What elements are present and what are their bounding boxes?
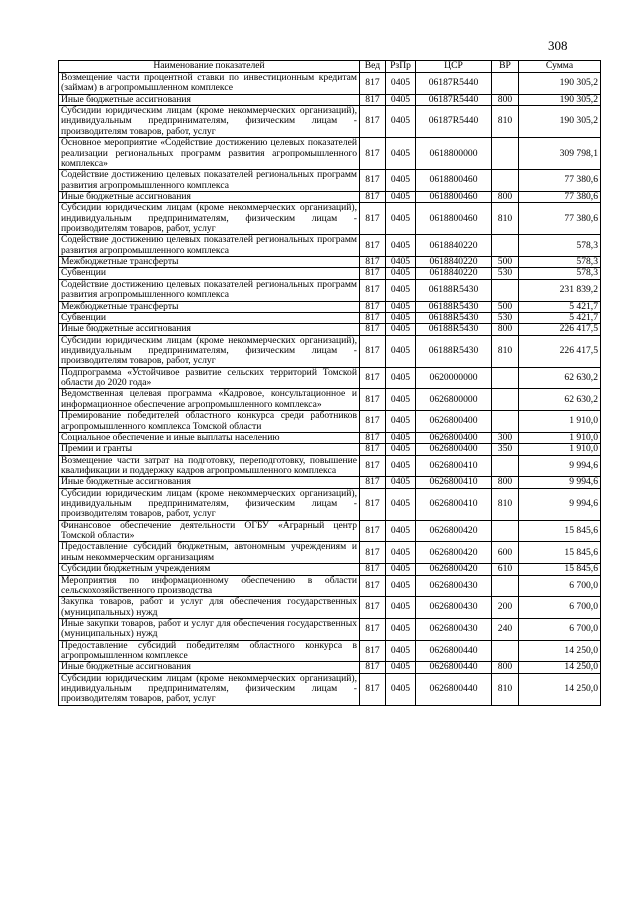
cell-csr: 0626800410 <box>416 455 492 477</box>
cell-csr: 06187R5440 <box>416 94 492 105</box>
cell-csr: 0626800410 <box>416 488 492 520</box>
cell-vr <box>492 138 519 170</box>
cell-name: Субсидии юридическим лицам (кроме некоммерческих организаций), индивидуальным предпринимателям, физическим лицам - производителям товаров, работ, услуг <box>59 335 360 367</box>
cell-ved: 817 <box>360 455 386 477</box>
cell-vr: 800 <box>492 191 519 202</box>
header-csr: ЦСР <box>416 61 492 73</box>
cell-rzpr: 0405 <box>386 301 416 312</box>
cell-ved: 817 <box>360 301 386 312</box>
cell-vr: 500 <box>492 257 519 268</box>
cell-name: Иные бюджетные ассигнования <box>59 324 360 335</box>
cell-ved: 817 <box>360 335 386 367</box>
cell-csr: 06188R5430 <box>416 279 492 301</box>
table-row <box>59 73 601 95</box>
cell-name: Иные бюджетные ассигнования <box>59 662 360 673</box>
cell-vr: 800 <box>492 477 519 488</box>
table-row <box>59 106 601 138</box>
cell-rzpr: 0405 <box>386 170 416 192</box>
cell-ved: 817 <box>360 203 386 235</box>
cell-vr: 800 <box>492 94 519 105</box>
cell-sum: 190 305,2 <box>519 94 601 105</box>
cell-name: Субсидии юридическим лицам (кроме некоммерческих организаций), индивидуальным предпринимателям, физическим лицам - производителям товаров, работ, услуг <box>59 673 360 705</box>
cell-ved: 817 <box>360 170 386 192</box>
header-rzpr: РзПр <box>386 61 416 73</box>
cell-csr: 0626800440 <box>416 640 492 662</box>
cell-rzpr: 0405 <box>386 477 416 488</box>
cell-sum: 14 250,0 <box>519 640 601 662</box>
cell-sum: 15 845,6 <box>519 564 601 575</box>
cell-csr: 0618840220 <box>416 268 492 279</box>
cell-name: Субсидии бюджетным учреждениям <box>59 564 360 575</box>
cell-sum: 578,3 <box>519 268 601 279</box>
cell-ved: 817 <box>360 444 386 455</box>
cell-vr <box>492 279 519 301</box>
cell-name: Субвенции <box>59 312 360 323</box>
cell-sum: 9 994,6 <box>519 488 601 520</box>
table-row <box>59 520 601 542</box>
cell-rzpr: 0405 <box>386 432 416 443</box>
cell-sum: 1 910,0 <box>519 444 601 455</box>
cell-name: Предоставление субсидий бюджетным, автономным учреждениям и иным некоммерческим организациям <box>59 542 360 564</box>
cell-rzpr: 0405 <box>386 597 416 619</box>
cell-name: Финансовое обеспечение деятельности ОГБУ «Аграрный центр Томской области» <box>59 520 360 542</box>
cell-rzpr: 0405 <box>386 673 416 705</box>
table-row <box>59 477 601 488</box>
cell-sum: 309 798,1 <box>519 138 601 170</box>
table-row <box>59 268 601 279</box>
table-row <box>59 597 601 619</box>
cell-vr: 800 <box>492 324 519 335</box>
cell-rzpr: 0405 <box>386 662 416 673</box>
cell-csr: 0618800460 <box>416 191 492 202</box>
cell-csr: 06187R5440 <box>416 73 492 95</box>
cell-csr: 06188R5430 <box>416 301 492 312</box>
cell-rzpr: 0405 <box>386 203 416 235</box>
table-row <box>59 235 601 257</box>
cell-rzpr: 0405 <box>386 73 416 95</box>
cell-vr: 240 <box>492 618 519 640</box>
cell-vr <box>492 455 519 477</box>
table-header-row <box>59 61 601 73</box>
cell-rzpr: 0405 <box>386 268 416 279</box>
cell-name: Премии и гранты <box>59 444 360 455</box>
cell-name: Социальное обеспечение и иные выплаты населению <box>59 432 360 443</box>
cell-name: Содействие достижению целевых показателей региональных программ развития агропромышленного комплекса <box>59 170 360 192</box>
cell-ved: 817 <box>360 411 386 433</box>
header-ved: Вед <box>360 61 386 73</box>
cell-vr: 810 <box>492 106 519 138</box>
cell-name: Иные закупки товаров, работ и услуг для обеспечения государственных (муниципальных) нужд <box>59 618 360 640</box>
cell-rzpr: 0405 <box>386 411 416 433</box>
cell-vr: 350 <box>492 444 519 455</box>
cell-sum: 190 305,2 <box>519 106 601 138</box>
cell-name: Основное мероприятие «Содействие достижению целевых показателей реализации региональных программ развития агропромышленного комплекса» <box>59 138 360 170</box>
cell-ved: 817 <box>360 138 386 170</box>
cell-sum: 226 417,5 <box>519 324 601 335</box>
cell-vr: 610 <box>492 564 519 575</box>
cell-rzpr: 0405 <box>386 542 416 564</box>
budget-table <box>58 60 601 706</box>
cell-vr <box>492 411 519 433</box>
table-row <box>59 203 601 235</box>
cell-rzpr: 0405 <box>386 312 416 323</box>
cell-ved: 817 <box>360 477 386 488</box>
table-row <box>59 191 601 202</box>
cell-vr <box>492 640 519 662</box>
cell-rzpr: 0405 <box>386 444 416 455</box>
cell-vr: 200 <box>492 597 519 619</box>
cell-rzpr: 0405 <box>386 235 416 257</box>
cell-csr: 0626800430 <box>416 575 492 597</box>
header-vr: ВР <box>492 61 519 73</box>
cell-csr: 0618800460 <box>416 203 492 235</box>
cell-ved: 817 <box>360 257 386 268</box>
cell-csr: 0618800000 <box>416 138 492 170</box>
header-sum: Сумма <box>519 61 601 73</box>
cell-name: Возмещение части процентной ставки по инвестиционным кредитам (займам) в агропромышленном комплексе <box>59 73 360 95</box>
cell-sum: 578,3 <box>519 257 601 268</box>
cell-vr: 530 <box>492 312 519 323</box>
cell-vr: 500 <box>492 301 519 312</box>
cell-ved: 817 <box>360 312 386 323</box>
cell-csr: 06188R5430 <box>416 312 492 323</box>
cell-sum: 14 250,0 <box>519 673 601 705</box>
table-row <box>59 455 601 477</box>
table-row <box>59 673 601 705</box>
cell-sum: 5 421,7 <box>519 312 601 323</box>
cell-csr: 0618800460 <box>416 170 492 192</box>
page-number: 308 <box>548 38 568 53</box>
cell-rzpr: 0405 <box>386 335 416 367</box>
cell-vr <box>492 389 519 411</box>
cell-rzpr: 0405 <box>386 520 416 542</box>
cell-sum: 62 630,2 <box>519 367 601 389</box>
cell-rzpr: 0405 <box>386 455 416 477</box>
cell-ved: 817 <box>360 73 386 95</box>
cell-sum: 77 380,6 <box>519 170 601 192</box>
cell-csr: 0626800430 <box>416 597 492 619</box>
cell-name: Субсидии юридическим лицам (кроме некоммерческих организаций), индивидуальным предпринимателям, физическим лицам - производителям товаров, работ, услуг <box>59 488 360 520</box>
cell-name: Межбюджетные трансферты <box>59 301 360 312</box>
cell-rzpr: 0405 <box>386 640 416 662</box>
table-row <box>59 411 601 433</box>
cell-name: Межбюджетные трансферты <box>59 257 360 268</box>
cell-csr: 0626800430 <box>416 618 492 640</box>
cell-vr <box>492 73 519 95</box>
cell-vr: 300 <box>492 432 519 443</box>
cell-sum: 231 839,2 <box>519 279 601 301</box>
table-row <box>59 662 601 673</box>
cell-ved: 817 <box>360 324 386 335</box>
cell-csr: 0626800000 <box>416 389 492 411</box>
cell-ved: 817 <box>360 597 386 619</box>
table-row <box>59 640 601 662</box>
table-row <box>59 389 601 411</box>
table-row <box>59 488 601 520</box>
cell-rzpr: 0405 <box>386 106 416 138</box>
cell-vr: 810 <box>492 673 519 705</box>
cell-csr: 0626800420 <box>416 542 492 564</box>
cell-csr: 0626800440 <box>416 662 492 673</box>
cell-name: Субвенции <box>59 268 360 279</box>
table-row <box>59 575 601 597</box>
cell-csr: 0626800410 <box>416 477 492 488</box>
table-row <box>59 279 601 301</box>
cell-sum: 1 910,0 <box>519 432 601 443</box>
cell-sum: 9 994,6 <box>519 477 601 488</box>
cell-ved: 817 <box>360 235 386 257</box>
cell-ved: 817 <box>360 564 386 575</box>
cell-sum: 15 845,6 <box>519 542 601 564</box>
table-row <box>59 618 601 640</box>
cell-rzpr: 0405 <box>386 618 416 640</box>
table-row <box>59 367 601 389</box>
cell-rzpr: 0405 <box>386 257 416 268</box>
cell-vr: 800 <box>492 662 519 673</box>
cell-csr: 06188R5430 <box>416 324 492 335</box>
cell-name: Субсидии юридическим лицам (кроме некоммерческих организаций), индивидуальным предпринимателям, физическим лицам - производителям товаров, работ, услуг <box>59 203 360 235</box>
cell-ved: 817 <box>360 488 386 520</box>
cell-vr <box>492 170 519 192</box>
cell-ved: 817 <box>360 542 386 564</box>
cell-vr: 600 <box>492 542 519 564</box>
table-row <box>59 94 601 105</box>
cell-ved: 817 <box>360 106 386 138</box>
cell-sum: 14 250,0 <box>519 662 601 673</box>
cell-csr: 0626800440 <box>416 673 492 705</box>
table-row <box>59 257 601 268</box>
table-row <box>59 138 601 170</box>
cell-name: Иные бюджетные ассигнования <box>59 94 360 105</box>
cell-sum: 190 305,2 <box>519 73 601 95</box>
table-row <box>59 312 601 323</box>
cell-name: Иные бюджетные ассигнования <box>59 477 360 488</box>
cell-sum: 6 700,0 <box>519 618 601 640</box>
cell-rzpr: 0405 <box>386 389 416 411</box>
table-row <box>59 432 601 443</box>
table-row <box>59 324 601 335</box>
cell-ved: 817 <box>360 367 386 389</box>
cell-vr: 810 <box>492 335 519 367</box>
cell-csr: 0618840220 <box>416 257 492 268</box>
cell-sum: 5 421,7 <box>519 301 601 312</box>
cell-vr <box>492 367 519 389</box>
table-row <box>59 542 601 564</box>
cell-ved: 817 <box>360 662 386 673</box>
cell-name: Иные бюджетные ассигнования <box>59 191 360 202</box>
cell-rzpr: 0405 <box>386 191 416 202</box>
cell-rzpr: 0405 <box>386 324 416 335</box>
cell-name: Премирование победителей областного конкурса среди работников агропромышленного комплекса Томской области <box>59 411 360 433</box>
cell-sum: 77 380,6 <box>519 191 601 202</box>
cell-ved: 817 <box>360 279 386 301</box>
table-row <box>59 335 601 367</box>
cell-sum: 578,3 <box>519 235 601 257</box>
cell-ved: 817 <box>360 191 386 202</box>
cell-sum: 62 630,2 <box>519 389 601 411</box>
cell-sum: 9 994,6 <box>519 455 601 477</box>
cell-csr: 06187R5440 <box>416 106 492 138</box>
cell-name: Субсидии юридическим лицам (кроме некоммерческих организаций), индивидуальным предпринимателям, физическим лицам - производителям товаров, работ, услуг <box>59 106 360 138</box>
cell-sum: 6 700,0 <box>519 597 601 619</box>
cell-sum: 15 845,6 <box>519 520 601 542</box>
cell-rzpr: 0405 <box>386 575 416 597</box>
cell-name: Ведомственная целевая программа «Кадровое, консультационное и информационное обеспечение агропромышленного комплекса» <box>59 389 360 411</box>
cell-csr: 0626800400 <box>416 444 492 455</box>
cell-ved: 817 <box>360 640 386 662</box>
cell-rzpr: 0405 <box>386 94 416 105</box>
cell-name: Содействие достижению целевых показателей региональных программ развития агропромышленного комплекса <box>59 235 360 257</box>
cell-sum: 6 700,0 <box>519 575 601 597</box>
cell-ved: 817 <box>360 432 386 443</box>
cell-rzpr: 0405 <box>386 488 416 520</box>
cell-vr: 810 <box>492 488 519 520</box>
cell-sum: 77 380,6 <box>519 203 601 235</box>
cell-name: Закупка товаров, работ и услуг для обеспечения государственных (муниципальных) нужд <box>59 597 360 619</box>
cell-ved: 817 <box>360 575 386 597</box>
table-row <box>59 444 601 455</box>
cell-rzpr: 0405 <box>386 138 416 170</box>
cell-vr <box>492 235 519 257</box>
cell-csr: 0618840220 <box>416 235 492 257</box>
cell-sum: 226 417,5 <box>519 335 601 367</box>
cell-rzpr: 0405 <box>386 564 416 575</box>
cell-csr: 0626800420 <box>416 520 492 542</box>
cell-sum: 1 910,0 <box>519 411 601 433</box>
cell-name: Мероприятия по информационному обеспечению в области сельскохозяйственного производства <box>59 575 360 597</box>
cell-vr <box>492 520 519 542</box>
cell-ved: 817 <box>360 618 386 640</box>
cell-vr <box>492 575 519 597</box>
cell-rzpr: 0405 <box>386 279 416 301</box>
cell-csr: 0626800400 <box>416 411 492 433</box>
cell-vr: 530 <box>492 268 519 279</box>
cell-ved: 817 <box>360 268 386 279</box>
cell-csr: 0626800400 <box>416 432 492 443</box>
cell-ved: 817 <box>360 389 386 411</box>
cell-name: Содействие достижению целевых показателей региональных программ развития агропромышленного комплекса <box>59 279 360 301</box>
cell-csr: 0626800420 <box>416 564 492 575</box>
cell-name: Возмещение части затрат на подготовку, переподготовку, повышение квалификации и поддержку кадров агропромышленного комплекса <box>59 455 360 477</box>
cell-name: Подпрограмма «Устойчивое развитие сельских территорий Томской области до 2020 года» <box>59 367 360 389</box>
table-row <box>59 301 601 312</box>
table-row <box>59 170 601 192</box>
cell-vr: 810 <box>492 203 519 235</box>
cell-ved: 817 <box>360 94 386 105</box>
cell-ved: 817 <box>360 673 386 705</box>
cell-csr: 0620000000 <box>416 367 492 389</box>
cell-csr: 06188R5430 <box>416 335 492 367</box>
cell-name: Предоставление субсидий победителям областного конкурса в агропромышленном комплексе <box>59 640 360 662</box>
table-row <box>59 564 601 575</box>
cell-rzpr: 0405 <box>386 367 416 389</box>
cell-ved: 817 <box>360 520 386 542</box>
header-name: Наименование показателей <box>59 61 360 73</box>
